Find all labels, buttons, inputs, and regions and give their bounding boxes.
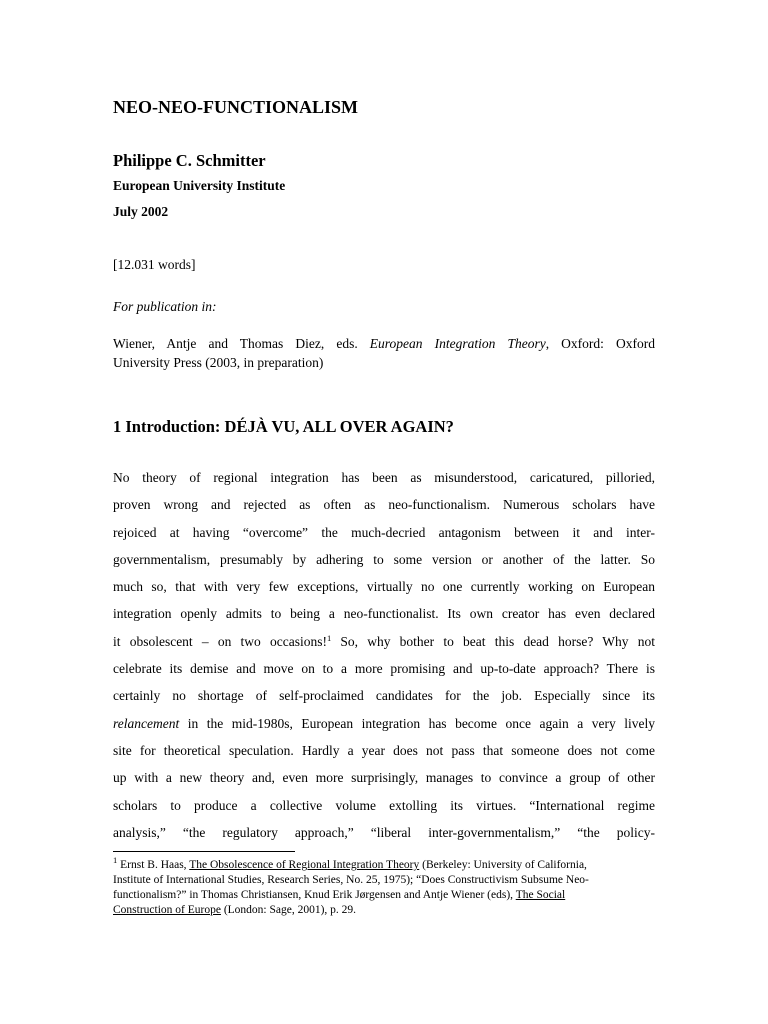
- footnote-text: (London: Sage, 2001), p. 29.: [220, 904, 357, 916]
- footnote-book-title: The Social: [515, 889, 566, 901]
- footnote-line: [113, 855, 655, 873]
- citation-text: Wiener, Antje and Thomas Diez, eds.: [113, 336, 370, 351]
- body-line: [113, 628, 655, 655]
- citation-line: University Press (2003, in preparation): [113, 355, 324, 370]
- footnote: [113, 855, 655, 918]
- footnote-book-title: The Obsolescence of Regional Integration Theory: [189, 859, 420, 871]
- footnote-reference: 1: [326, 632, 332, 643]
- body-line: analysis,” “the regulatory approach,” “liberal inter-governmentalism,” “the policy-: [113, 824, 655, 840]
- body-line: much so, that with very few exceptions, virtually no one currently working on European: [113, 579, 655, 595]
- footnote-number: 1: [113, 855, 118, 865]
- body-line: certainly no shortage of self-proclaimed candidates for the job. Especially since its: [113, 688, 655, 704]
- section-heading: 1 Introduction: DÉJÀ VU, ALL OVER AGAIN?: [113, 417, 454, 436]
- footnote-divider: [113, 851, 295, 852]
- body-line: up with a new theory and, even more surprisingly, manages to convince a group of other: [113, 770, 655, 786]
- document-title: NEO-NEO-FUNCTIONALISM: [113, 97, 359, 117]
- citation-book-title: European Integration Theory: [369, 336, 546, 351]
- footnote-text: (Berkeley: University of California,: [419, 859, 587, 871]
- body-line: site for theoretical speculation. Hardly a year does not pass that someone does not come: [113, 742, 655, 758]
- body-text-segment: in the mid-1980s, European integration has become once again a very lively: [179, 715, 655, 731]
- publication-note: For publication in:: [113, 299, 217, 314]
- body-line: scholars to produce a collective volume extolling its virtues. “International regime: [113, 797, 655, 813]
- body-line: No theory of regional integration has been as misunderstood, caricatured, pilloried,: [113, 470, 655, 485]
- body-text-segment: So, why bother to beat this dead horse? Why not: [331, 633, 655, 649]
- body-line: celebrate its demise and move on to a more promising and up-to-date approach? There is: [113, 661, 655, 677]
- footnote-line: [113, 903, 655, 918]
- body-line: governmentalism, presumably by adhering to some version or another of the latter. So: [113, 551, 655, 567]
- footnote-text: Ernst B. Haas,: [117, 859, 190, 871]
- footnote-line: Institute of International Studies, Research Series, No. 25, 1975); “Does Constructivism Subsume Neo-: [113, 874, 589, 886]
- footnote-book-title: Construction of Europe: [113, 904, 221, 916]
- body-line: rejoiced at having “overcome” the much-decried antagonism between it and inter-: [113, 524, 655, 540]
- citation-line: [113, 334, 655, 353]
- footnote-line: [113, 888, 655, 903]
- body-italic-term: relancement: [113, 715, 180, 731]
- body-text-segment: it obsolescent – on two occasions!: [113, 633, 327, 649]
- body-line: proven wrong and rejected as often as neo-functionalism. Numerous scholars have: [113, 497, 655, 513]
- word-count: [12.031 words]: [113, 257, 196, 272]
- publication-citation: [113, 334, 655, 372]
- citation-text: , Oxford: Oxford: [545, 336, 656, 351]
- body-line: [113, 710, 655, 737]
- body-line: integration openly admits to being a neo-functionalist. Its own creator has even declared: [113, 606, 655, 622]
- footnote-text: functionalism?” in Thomas Christiansen, Knud Erik Jørgensen and Antje Wiener (eds),: [113, 889, 516, 901]
- author-affiliation: European University Institute: [113, 178, 286, 193]
- author-name: Philippe C. Schmitter: [113, 151, 266, 170]
- body-paragraph: [113, 464, 655, 846]
- document-date: July 2002: [113, 204, 169, 219]
